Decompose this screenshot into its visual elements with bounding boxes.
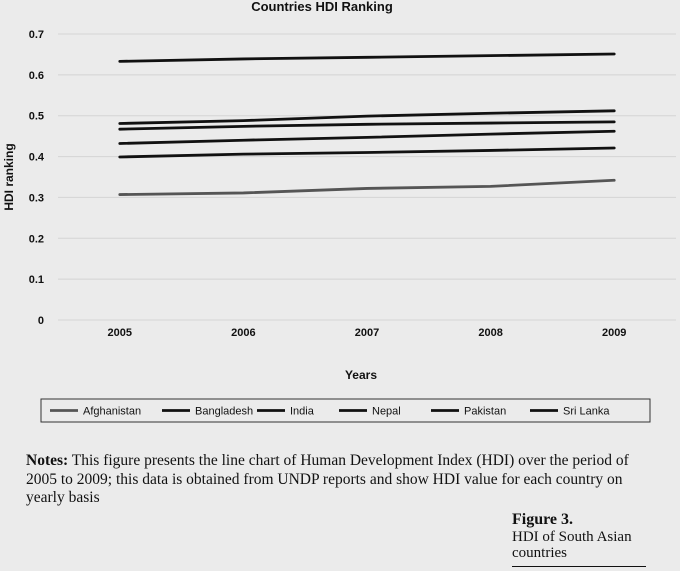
- figure-caption: [512, 512, 652, 562]
- series-line-afghanistan: [120, 180, 614, 194]
- x-axis-ticks: [108, 327, 627, 339]
- y-axis-ticks: [29, 29, 45, 327]
- notes-label: Notes:: [26, 452, 69, 469]
- y-tick-label: 0.5: [28, 110, 44, 123]
- x-tick-label: 2005: [107, 327, 133, 339]
- y-tick-label: 0.1: [28, 274, 44, 287]
- legend-label-pakistan: Pakistan: [464, 405, 507, 418]
- gridlines: [58, 34, 676, 320]
- figure-number: Figure 3.: [512, 511, 574, 528]
- y-tick-label: 0.4: [28, 151, 44, 164]
- legend-label-bangladesh: Bangladesh: [195, 405, 254, 418]
- y-axis-label: HDI ranking: [2, 143, 16, 211]
- y-tick-label: 0.3: [28, 192, 44, 205]
- legend-label-afghanistan: Afghanistan: [83, 405, 142, 418]
- figure-caption-text: HDI of South Asian countries: [512, 528, 632, 561]
- legend: [50, 406, 610, 418]
- x-tick-label: 2007: [354, 327, 380, 339]
- caption-rule: [512, 566, 646, 567]
- x-tick-label: 2006: [231, 327, 256, 339]
- legend-label-india: India: [290, 405, 314, 418]
- series-line-sri-lanka: [120, 54, 614, 61]
- y-tick-label: 0.6: [28, 69, 44, 82]
- x-axis-label: Years: [344, 368, 378, 382]
- y-tick-label: 0: [37, 315, 44, 327]
- legend-label-nepal: Nepal: [372, 405, 401, 418]
- notes-text: This figure presents the line chart of Human Development Index (HDI) over the period of 2005 to 2009; this data is obtained from UNDP reports and show HDI value for each country on yearly basis: [26, 452, 629, 506]
- series-line-pakistan: [120, 148, 614, 157]
- figure-notes: [26, 452, 646, 508]
- legend-label-sri-lanka: Sri Lanka: [563, 405, 610, 418]
- x-tick-label: 2009: [601, 327, 627, 339]
- x-tick-label: 2008: [478, 327, 503, 339]
- y-tick-label: 0.7: [28, 29, 44, 41]
- series-line-nepal: [120, 131, 614, 143]
- y-tick-label: 0.2: [28, 233, 44, 246]
- chart-title: Countries HDI Ranking: [251, 0, 393, 14]
